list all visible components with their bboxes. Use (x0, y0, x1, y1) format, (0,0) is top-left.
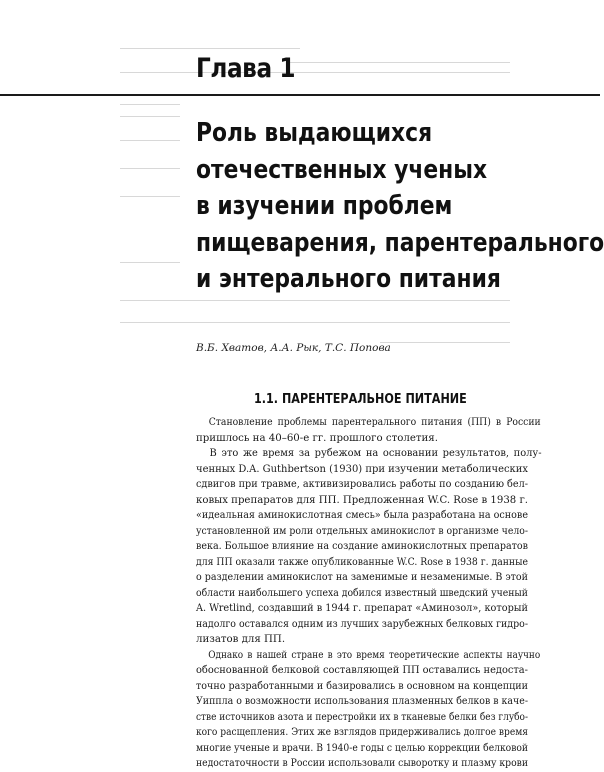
chapter-label: Глава 1 (196, 53, 296, 84)
show-through-line (120, 168, 180, 169)
body-line: для ПП оказали также опубликованные W.C. Rose в 1938 г. данные (196, 556, 528, 568)
show-through-line (120, 262, 180, 263)
body-line: многие ученые и врачи. В 1940-е годы с целью коррекции белковой (196, 742, 529, 754)
chapter-title-line: Роль выдающихся (196, 118, 433, 148)
chapter-title (196, 115, 604, 298)
body-line: Уиппла о возможности использования плазменных белков в каче- (196, 696, 529, 707)
body-line: века. Большое влияние на создание аминокислотных препаратов (196, 541, 529, 552)
body-line: стве источников азота и перестройки их в тканевые белки без глубо- (196, 711, 529, 723)
body-line: недостаточности в России использовали сыворотку и плазму крови (196, 758, 528, 769)
authors-line: В.Б. Хватов, А.А. Рык, Т.С. Попова (196, 342, 391, 354)
body-line: сдвигов при травме, активизировались работы по созданию бел- (196, 479, 528, 490)
section-heading: 1.1. ПАРЕНТЕРАЛЬНОЕ ПИТАНИЕ (254, 392, 467, 407)
show-through-line (120, 72, 510, 73)
body-line: пришлось на 40–60-е гг. прошлого столетия. (196, 432, 438, 444)
chapter-title-line: и энтерального питания (196, 264, 501, 294)
body-line: ченных D.A. Guthbertson (1930) при изучении метаболических (196, 463, 528, 475)
body-line: A. Wretlind, создавший в 1944 г. препарат «Аминозол», который (196, 603, 528, 614)
body-line: кого расщепления. Этих же взглядов придерживались долгое время (196, 727, 528, 738)
show-through-line (290, 62, 510, 63)
body-line: точно разработанными и базировались в основном на концепции (196, 680, 528, 692)
body-line: Становление проблемы парентерального питания (ПП) в России (208, 417, 541, 428)
body-line: «идеальная аминокислотная смесь» была разработана на основе (196, 510, 529, 521)
body-line: В это же время за рубежом на основании результатов, полу- (209, 448, 542, 459)
show-through-line (120, 300, 510, 301)
show-through-line (120, 322, 510, 323)
show-through-line (120, 104, 180, 105)
body-line: обоснованной белковой составляющей ПП оставались недоста- (196, 665, 528, 676)
body-line: Однако в нашей стране в это время теоретические аспекты научно (208, 649, 541, 661)
body-text (196, 415, 542, 772)
show-through-line (380, 342, 510, 343)
chapter-title-line: отечественных ученых (196, 154, 488, 185)
body-line: о разделении аминокислот на заменимые и незаменимые. В этой (196, 572, 528, 583)
chapter-title-line: пищеварения, парентерального (196, 227, 604, 258)
chapter-rule (0, 94, 600, 96)
body-line: надолго оставался одним из лучших зарубежных белковых гидро- (196, 618, 529, 630)
show-through-line (120, 196, 180, 197)
body-line: ковых препаратов для ПП. Предложенная W.C. Rose в 1938 г. (196, 494, 529, 506)
chapter-title-line: в изучении проблем (196, 191, 453, 221)
show-through-line (120, 116, 180, 117)
show-through-line (120, 48, 300, 49)
body-line: области наибольшего успеха добился известный шведский ученый (196, 587, 528, 599)
body-line: лизатов для ПП. (196, 634, 286, 645)
body-line: установленной им роли отдельных аминокислот в организме чело- (196, 525, 528, 537)
show-through-line (120, 140, 180, 141)
